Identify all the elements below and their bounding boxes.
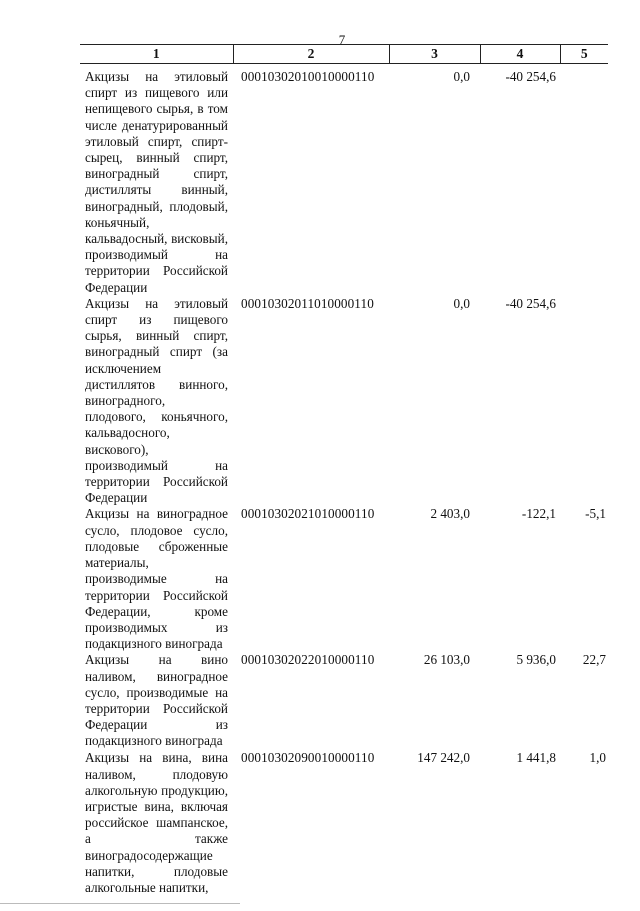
row-col5 (560, 64, 608, 296)
row-name: Акцизы на этиловый спирт из пищевого сырья, винный спирт, виноградный спирт (за исключением дистиллятов винного, виноградного, плодового, коньячного, кальвадосного, вискового), производимый на территории Российской Федерации (85, 295, 228, 506)
table-row (80, 296, 608, 507)
row-col4: -40 254,6 (505, 69, 556, 84)
row-col4: 5 936,0 (516, 652, 556, 668)
header-col-2: 2 (233, 45, 389, 64)
row-col3: 147 242,0 (417, 750, 470, 766)
row-col4: -122,1 (521, 506, 556, 522)
header-col-4: 4 (480, 45, 560, 64)
row-col4: -40 254,6 (505, 295, 556, 311)
row-col5: 22,7 (582, 652, 606, 668)
table-row (80, 652, 608, 750)
table-row (80, 64, 608, 296)
row-code: 00010302022010000110 (241, 652, 375, 668)
excise-table (80, 44, 608, 896)
table-row (80, 750, 608, 896)
row-code: 00010302090010000110 (241, 750, 375, 766)
row-col3: 2 403,0 (430, 506, 470, 522)
row-col5: -5,1 (585, 506, 606, 522)
row-name: Акцизы на вино наливом, виноградное сусло, производимые на территории Российской Федерации из подакцизного винограда (85, 652, 228, 749)
page-number: 7 (338, 32, 346, 47)
header-row (80, 45, 608, 64)
row-name: Акцизы на виноградное сусло, плодовое сусло, плодовые сброженные материалы, производимые на территории Российской Федерации, кроме производимых из подакцизного винограда (85, 506, 228, 652)
row-code: 00010302011010000110 (241, 295, 374, 311)
row-name: Акцизы на вина, вина наливом, плодовую алкогольную продукцию, игристые вина, включая российское шампанское, а также виноградосодержащие напитки, плодовые алкогольные напитки, (85, 750, 228, 895)
row-code: 00010302021010000110 (241, 506, 375, 522)
row-col5: 1,0 (589, 750, 606, 766)
row-col4: 1 441,8 (516, 750, 556, 766)
page-edge-line (0, 903, 240, 904)
table-row (80, 506, 608, 652)
row-col3: 0,0 (453, 295, 470, 311)
row-name: Акцизы на этиловый спирт из пищевого или непищевого сырья, в том числе денатурированный этиловый спирт, спирт-сырец, винный спирт, виноградный спирт, дистилляты винный, виноградный, плодовый, коньячный, кальвадосный, висковый, производимый на территории Российской Федерации (85, 69, 228, 295)
row-code: 00010302010010000110 (241, 69, 375, 84)
row-col3: 26 103,0 (423, 652, 470, 668)
header-col-3: 3 (389, 45, 480, 64)
header-col-5: 5 (560, 45, 608, 64)
row-col3: 0,0 (453, 69, 470, 84)
header-col-1: 1 (80, 45, 233, 64)
row-col5 (560, 296, 608, 507)
